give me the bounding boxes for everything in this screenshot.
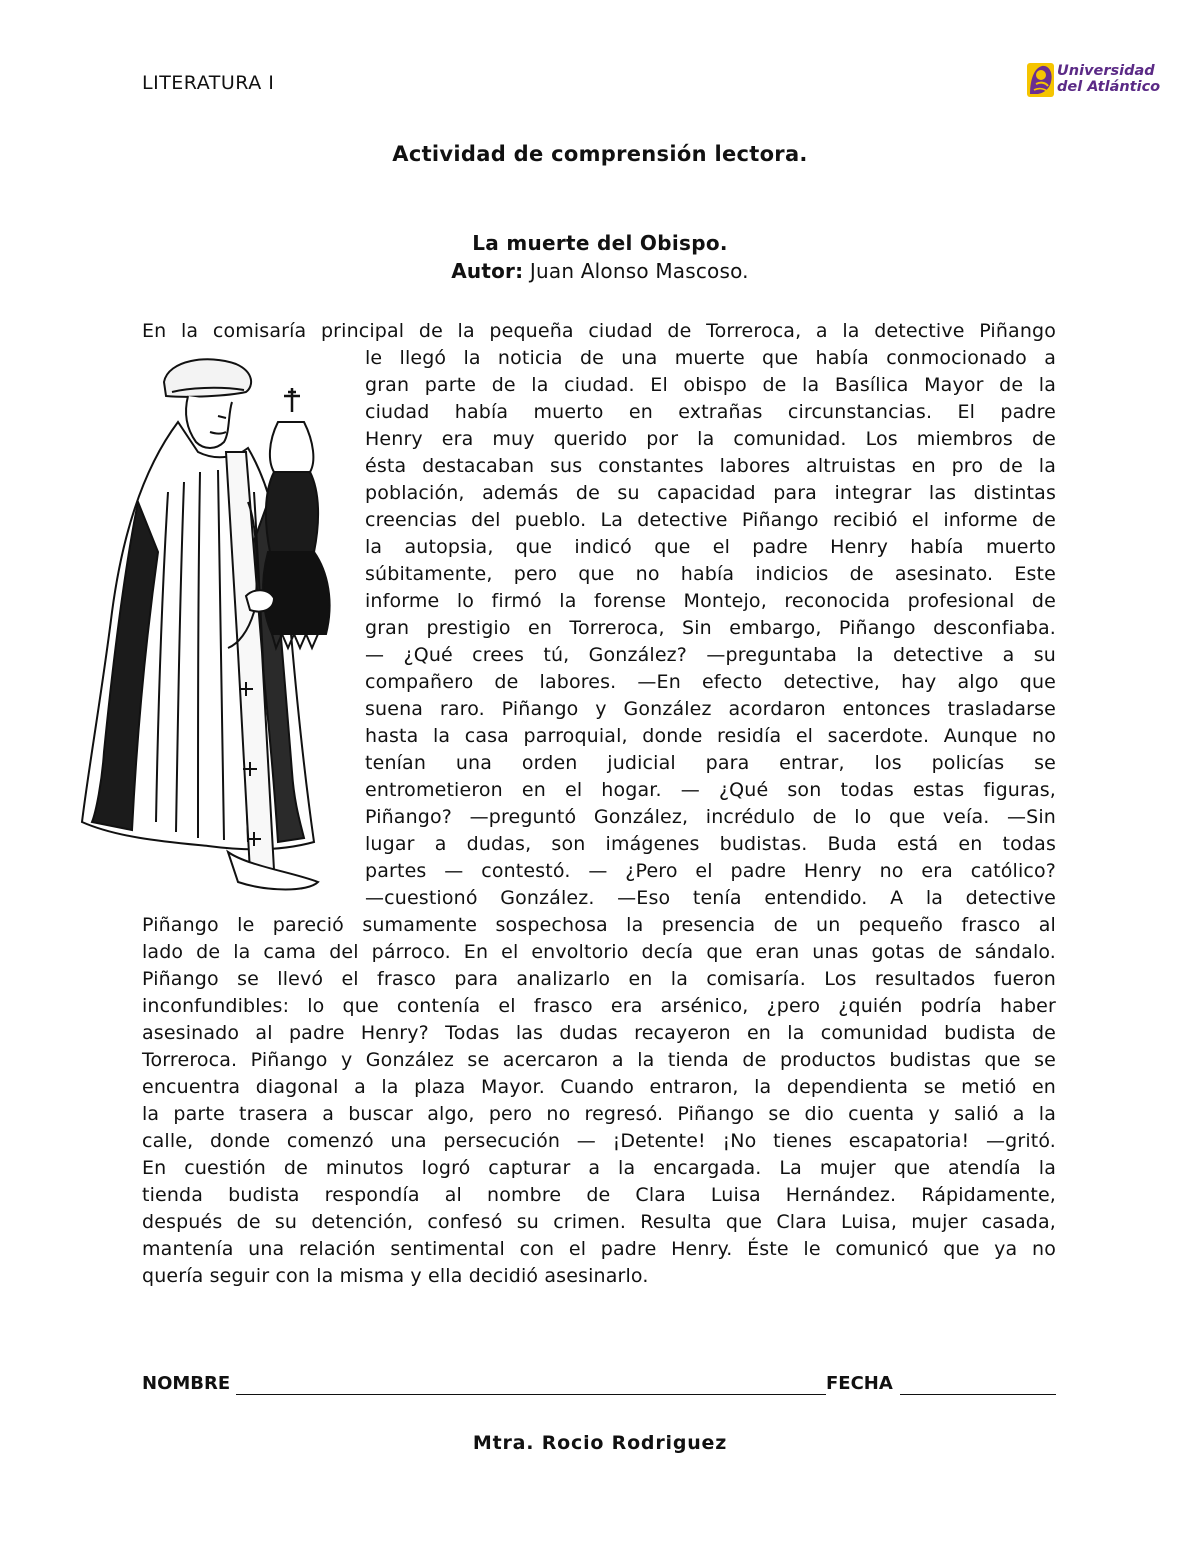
university-crest-icon: [1026, 60, 1056, 100]
paragraph-line: la autopsia, que indicó que el padre Henry había muerto: [365, 536, 1056, 558]
paragraph-line: población, además de su capacidad para integrar las distintas: [365, 482, 1056, 504]
paragraph-line: asesinado al padre Henry? Todas las dudas recayeron en la comunidad budista de: [142, 1022, 1056, 1044]
story-title: La muerte del Obispo.: [472, 231, 728, 255]
paragraph-line: —cuestionó González. —Eso tenía entendido. A la detective: [365, 887, 1056, 909]
teacher-name: Mtra. Rocio Rodriguez: [472, 1432, 728, 1454]
paragraph-line: Torreroca. Piñango y González se acercaron a la tienda de productos budistas que se: [142, 1049, 1056, 1071]
paragraph-line: la parte trasera a buscar algo, pero no regresó. Piñango se dio cuenta y salió a la: [142, 1103, 1056, 1125]
paragraph-line: encuentra diagonal a la plaza Mayor. Cuando entraron, la dependienta se metió en: [142, 1076, 1056, 1098]
paragraph-line: tienda budista respondía al nombre de Clara Luisa Hernández. Rápidamente,: [142, 1184, 1056, 1206]
paragraph-line: ésta destacaban sus constantes labores altruistas en pro de la: [365, 455, 1056, 477]
paragraph-line: hasta la casa parroquial, donde residía el sacerdote. Aunque no: [365, 725, 1056, 747]
signature-row: [142, 1373, 1056, 1403]
paragraph-line: gran parte de la ciudad. El obispo de la Basílica Mayor de la: [365, 374, 1056, 396]
paragraph-line: quería seguir con la misma y ella decidió asesinarlo.: [142, 1265, 649, 1287]
date-field-line[interactable]: [900, 1394, 1056, 1395]
paragraph-line: lugar a dudas, son imágenes budistas. Buda está en todas: [365, 833, 1056, 855]
paragraph-line: ciudad había muerto en extrañas circunstancias. El padre: [365, 401, 1056, 423]
paragraph-line: suena raro. Piñango y González acordaron entonces trasladarse: [365, 698, 1056, 720]
bishop-engraving-icon: [78, 352, 340, 900]
paragraph-line: creencias del pueblo. La detective Piñango recibió el informe de: [365, 509, 1056, 531]
paragraph-line: calle, donde comenzó una persecución — ¡Detente! ¡No tienes escapatoria! —gritó.: [142, 1130, 1056, 1152]
paragraph-line: informe lo firmó la forense Montejo, reconocida profesional de: [365, 590, 1056, 612]
paragraph-line: le llegó la noticia de una muerte que había conmocionado a: [365, 347, 1056, 369]
paragraph-line: entrometieron en el hogar. — ¿Qué son todas estas figuras,: [365, 779, 1056, 801]
paragraph-line: Piñango le pareció sumamente sospechosa la presencia de un pequeño frasco al: [142, 914, 1056, 936]
university-logo-text: [1057, 63, 1160, 95]
paragraph-line: inconfundibles: lo que contenía el frasco era arsénico, ¿pero ¿quién podría haber: [142, 995, 1056, 1017]
paragraph-line: compañero de labores. —En efecto detective, hay algo que: [365, 671, 1056, 693]
name-label: NOMBRE: [142, 1373, 231, 1394]
paragraph-line: después de su detención, confesó su crimen. Resulta que Clara Luisa, mujer casada,: [142, 1211, 1056, 1233]
paragraph-line: mantenía una relación sentimental con el padre Henry. Éste le comunicó que ya no: [142, 1238, 1056, 1260]
date-label: FECHA: [826, 1373, 893, 1394]
author-name: Juan Alonso Mascoso.: [523, 259, 749, 283]
story-author: [0, 259, 1200, 283]
paragraph-line: gran prestigio en Torreroca, Sin embargo, Piñango desconfiaba.: [365, 617, 1056, 639]
paragraph-line: lado de la cama del párroco. En el envoltorio decía que eran unas gotas de sándalo.: [142, 941, 1056, 963]
paragraph-line: — ¿Qué crees tú, González? —preguntaba la detective a su: [365, 644, 1056, 666]
paragraph-line: En la comisaría principal de la pequeña ciudad de Torreroca, a la detective Piñango: [142, 320, 1056, 342]
paragraph-line: En cuestión de minutos logró capturar a la encargada. La mujer que atendía la: [142, 1157, 1056, 1179]
author-label: Autor:: [451, 259, 524, 283]
paragraph-line: tenían una orden judicial para entrar, los policías se: [365, 752, 1056, 774]
paragraph-line: súbitamente, pero que no había indicios de asesinato. Este: [365, 563, 1056, 585]
paragraph-line: partes — contestó. — ¿Pero el padre Henry no era católico?: [365, 860, 1056, 882]
paragraph-line: Piñango? —preguntó González, incrédulo de lo que veía. —Sin: [365, 806, 1056, 828]
university-logo: [1026, 60, 1161, 102]
course-header: LITERATURA I: [142, 72, 275, 94]
logo-line-1: Universidad: [1057, 63, 1155, 79]
paragraph-line: Piñango se llevó el frasco para analizarlo en la comisaría. Los resultados fueron: [142, 968, 1056, 990]
paragraph-line: Henry era muy querido por la comunidad. Los miembros de: [365, 428, 1056, 450]
logo-line-2: del Atlántico: [1057, 79, 1161, 95]
activity-title: Actividad de comprensión lectora.: [392, 142, 808, 166]
name-field-line[interactable]: [236, 1394, 826, 1395]
